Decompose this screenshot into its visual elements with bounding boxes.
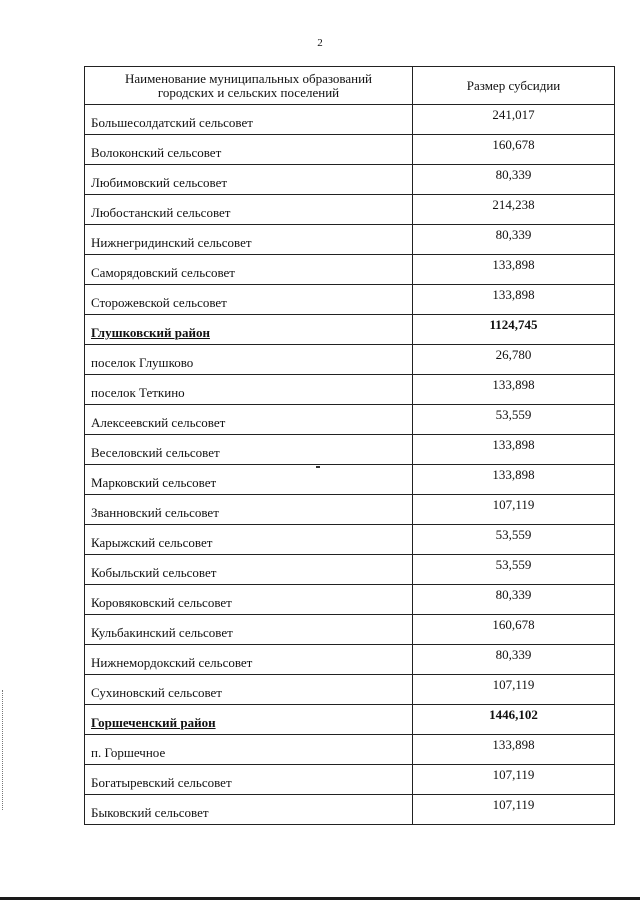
municipality-name: Любимовский сельсовет xyxy=(85,165,413,195)
table-row xyxy=(85,195,615,225)
subsidy-amount: 1446,102 xyxy=(413,705,615,735)
municipality-name: Волоконский сельсовет xyxy=(85,135,413,165)
subsidy-amount: 160,678 xyxy=(413,615,615,645)
scan-edge-dots xyxy=(2,690,4,810)
table-row xyxy=(85,255,615,285)
municipality-name: Сторожевской сельсовет xyxy=(85,285,413,315)
municipality-name: Карыжский сельсовет xyxy=(85,525,413,555)
table-row xyxy=(85,675,615,705)
table-row xyxy=(85,105,615,135)
table-row xyxy=(85,495,615,525)
subsidy-amount: 133,898 xyxy=(413,735,615,765)
subsidy-table xyxy=(84,66,615,825)
municipality-name: Нижнемордокский сельсовет xyxy=(85,645,413,675)
header-municipality xyxy=(85,67,413,105)
header-subsidy-amount: Размер субсидии xyxy=(413,67,615,105)
table-row xyxy=(85,465,615,495)
subsidy-amount: 107,119 xyxy=(413,795,615,825)
subsidy-amount: 26,780 xyxy=(413,345,615,375)
municipality-name: Кобыльский сельсовет xyxy=(85,555,413,585)
district-row xyxy=(85,315,615,345)
subsidy-amount: 241,017 xyxy=(413,105,615,135)
district-row xyxy=(85,705,615,735)
municipality-name: Нижнегридинский сельсовет xyxy=(85,225,413,255)
table-row xyxy=(85,555,615,585)
subsidy-amount: 1124,745 xyxy=(413,315,615,345)
municipality-name: Большесолдатский сельсовет xyxy=(85,105,413,135)
subsidy-amount: 80,339 xyxy=(413,585,615,615)
municipality-name: Любостанский сельсовет xyxy=(85,195,413,225)
municipality-name: Алексеевский сельсовет xyxy=(85,405,413,435)
municipality-name: Званновский сельсовет xyxy=(85,495,413,525)
table-row xyxy=(85,645,615,675)
table-row xyxy=(85,735,615,765)
table-row xyxy=(85,405,615,435)
table-row xyxy=(85,585,615,615)
municipality-name: Быковский сельсовет xyxy=(85,795,413,825)
subsidy-amount: 160,678 xyxy=(413,135,615,165)
page-number: 2 xyxy=(317,37,323,49)
municipality-name: Богатыревский сельсовет xyxy=(85,765,413,795)
header-municipality-line2: городских и сельских поселений xyxy=(157,84,340,100)
municipality-name: Кульбакинский сельсовет xyxy=(85,615,413,645)
table-row xyxy=(85,165,615,195)
scan-bottom-edge xyxy=(0,897,640,900)
table-row xyxy=(85,615,615,645)
municipality-name: Горшеченский район xyxy=(85,705,413,735)
table-header-row xyxy=(85,67,615,105)
table-row xyxy=(85,435,615,465)
municipality-name: Веселовский сельсовет xyxy=(85,435,413,465)
municipality-name: Глушковский район xyxy=(85,315,413,345)
header-municipality-line1: Наименование муниципальных образований xyxy=(124,70,373,86)
table-row xyxy=(85,795,615,825)
subsidy-amount: 133,898 xyxy=(413,375,615,405)
municipality-name: Сухиновский сельсовет xyxy=(85,675,413,705)
subsidy-amount: 53,559 xyxy=(413,525,615,555)
subsidy-amount: 53,559 xyxy=(413,405,615,435)
table-row xyxy=(85,765,615,795)
subsidy-amount: 107,119 xyxy=(413,675,615,705)
scan-speck xyxy=(316,466,320,468)
table-row xyxy=(85,285,615,315)
municipality-name: п. Горшечное xyxy=(85,735,413,765)
table-row xyxy=(85,375,615,405)
subsidy-amount: 133,898 xyxy=(413,465,615,495)
subsidy-amount: 80,339 xyxy=(413,645,615,675)
subsidy-amount: 80,339 xyxy=(413,225,615,255)
table-row xyxy=(85,345,615,375)
subsidy-amount: 133,898 xyxy=(413,255,615,285)
subsidy-amount: 53,559 xyxy=(413,555,615,585)
table-row xyxy=(85,525,615,555)
subsidy-amount: 214,238 xyxy=(413,195,615,225)
table-row xyxy=(85,225,615,255)
subsidy-amount: 80,339 xyxy=(413,165,615,195)
table-row xyxy=(85,135,615,165)
subsidy-amount: 133,898 xyxy=(413,435,615,465)
subsidy-amount: 107,119 xyxy=(413,495,615,525)
municipality-name: Саморядовский сельсовет xyxy=(85,255,413,285)
subsidy-amount: 107,119 xyxy=(413,765,615,795)
municipality-name: поселок Глушково xyxy=(85,345,413,375)
subsidy-amount: 133,898 xyxy=(413,285,615,315)
municipality-name: Коровяковский сельсовет xyxy=(85,585,413,615)
municipality-name: Марковский сельсовет xyxy=(85,465,413,495)
municipality-name: поселок Теткино xyxy=(85,375,413,405)
